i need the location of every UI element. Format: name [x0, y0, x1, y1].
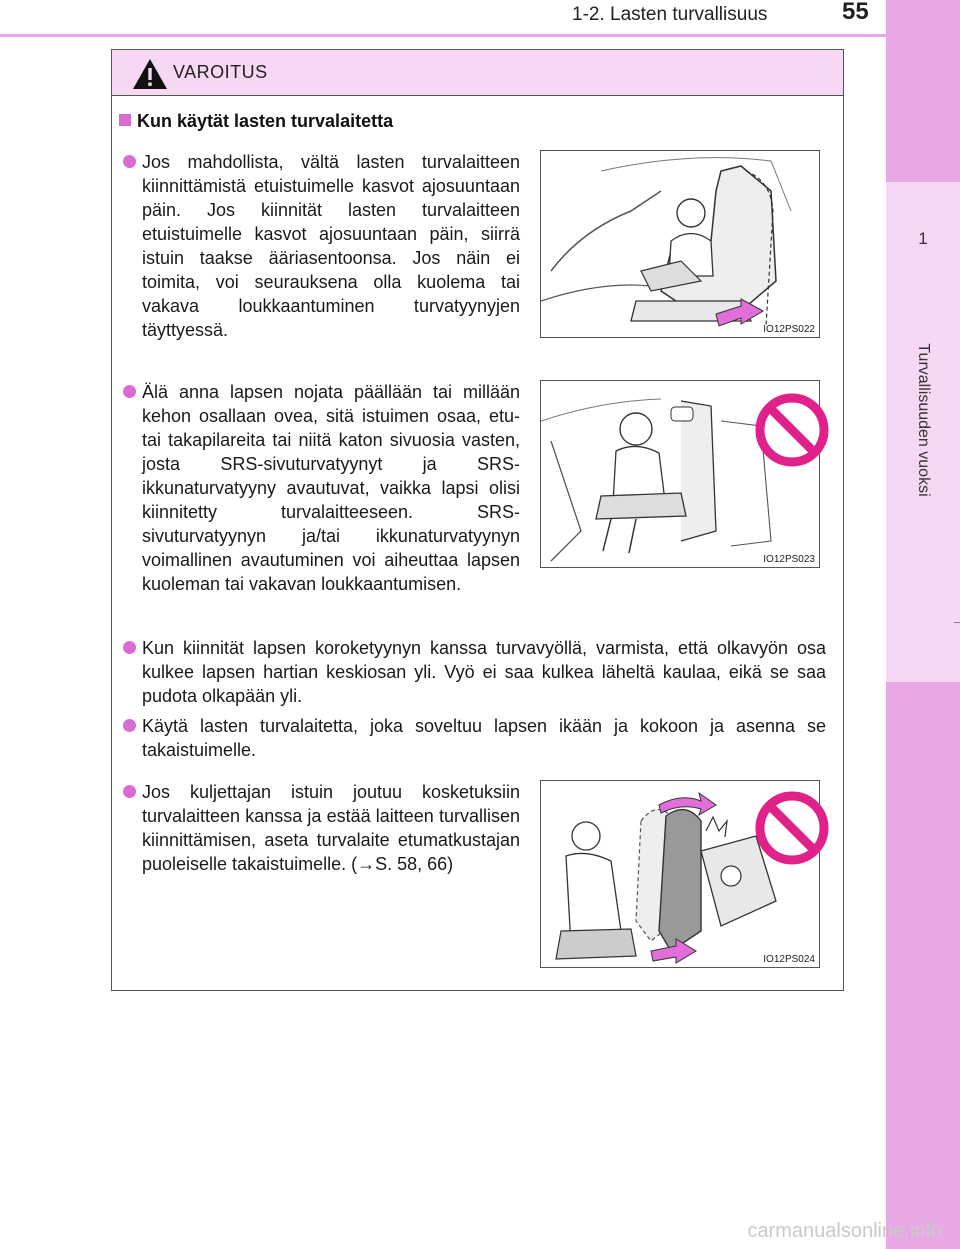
warning-item-1 [142, 150, 520, 342]
warning-item-5 [142, 780, 520, 876]
warning-item-text: Jos mahdollista, vältä lasten turvalaitteen kiinnittämistä etuistuimelle kasvot ajosuuntaan päin. Jos kiinnität lasten turvalaitteen etuistuimelle kasvot ajosuuntaan päin, siirrä istuin taakse ääriasentoonsa. Jos näin ei toimita, voi seurauksena olla kuolema tai vakava loukkaantuminen turvatyynyjen täyttyessä. [142, 152, 520, 340]
illustration-code: IO12PS023 [763, 554, 815, 565]
square-bullet-icon [119, 114, 131, 126]
warning-item-text: Käytä lasten turvalaitetta, joka soveltuu lapsen ikään ja kokoon ja asenna se takaistuimelle. [142, 716, 826, 760]
chapter-title: Turvallisuuden vuoksi [915, 343, 932, 497]
prohibited-icon [754, 790, 830, 866]
section-heading [119, 111, 393, 132]
warning-item-3 [142, 636, 826, 708]
header-divider [0, 34, 886, 37]
warning-item-text: Kun kiinnität lapsen koroketyynyn kanssa turvavyöllä, varmista, että olkavyön osa kulkee lapsen hartian keskiosan yli. Vyö ei saa kulkea läheltä kaulaa, eikä se saa pudota olkapään yli. [142, 638, 826, 706]
illustration-code: IO12PS022 [763, 324, 815, 335]
chapter-number: 1 [918, 229, 928, 248]
section-title: 1-2. Lasten turvallisuus [572, 4, 768, 25]
warning-box [111, 49, 844, 991]
warning-item-text: Jos kuljettajan istuin joutuu kosketuksiin turvalaitteen kanssa ja estää laitteen turvallisen kiinnittämisen, aseta turvalaite etumatkustajan puoleiselle takaistuimelle. (→S. 58, 66) [142, 782, 520, 874]
illustration-front-seat-child-seat [540, 150, 820, 338]
warning-header [112, 50, 843, 96]
bullet-icon [123, 385, 136, 398]
bullet-icon [123, 785, 136, 798]
footer-watermark: carmanualsonline.info [747, 1220, 942, 1242]
page-number: 55 [842, 0, 869, 25]
bullet-icon [123, 641, 136, 654]
warning-item-2 [142, 380, 520, 596]
warning-item-text: Älä anna lapsen nojata päällään tai millään kehon osallaan ovea, sitä istuimen osaa, etu- tai takapilareita tai niitä katon sivuosia vasten, josta SRS-sivuturvatyynyt ja SRS-ikkunaturvatyyny avautuvat, vaikka lapsi olisi kiinnitetty turvalaitteeseen. SRS-sivuturvatyynyn ja/tai ikkunaturvatyynyn voimallinen avautuminen voi aiheuttaa lapsen kuoleman tai vakavan loukkaantumisen. [142, 382, 520, 594]
illustration-code: IO12PS024 [763, 954, 815, 965]
warning-item-4 [142, 714, 826, 762]
warning-title: VAROITUS [173, 62, 268, 82]
margin-mark [954, 622, 960, 623]
warning-triangle-icon [132, 58, 168, 90]
prohibited-icon [754, 392, 830, 468]
bullet-icon [123, 719, 136, 732]
section-heading-text: Kun käytät lasten turvalaitetta [137, 111, 394, 131]
chapter-side-tab [886, 0, 960, 1249]
child-seat-front-illustration [541, 151, 819, 337]
bullet-icon [123, 155, 136, 168]
